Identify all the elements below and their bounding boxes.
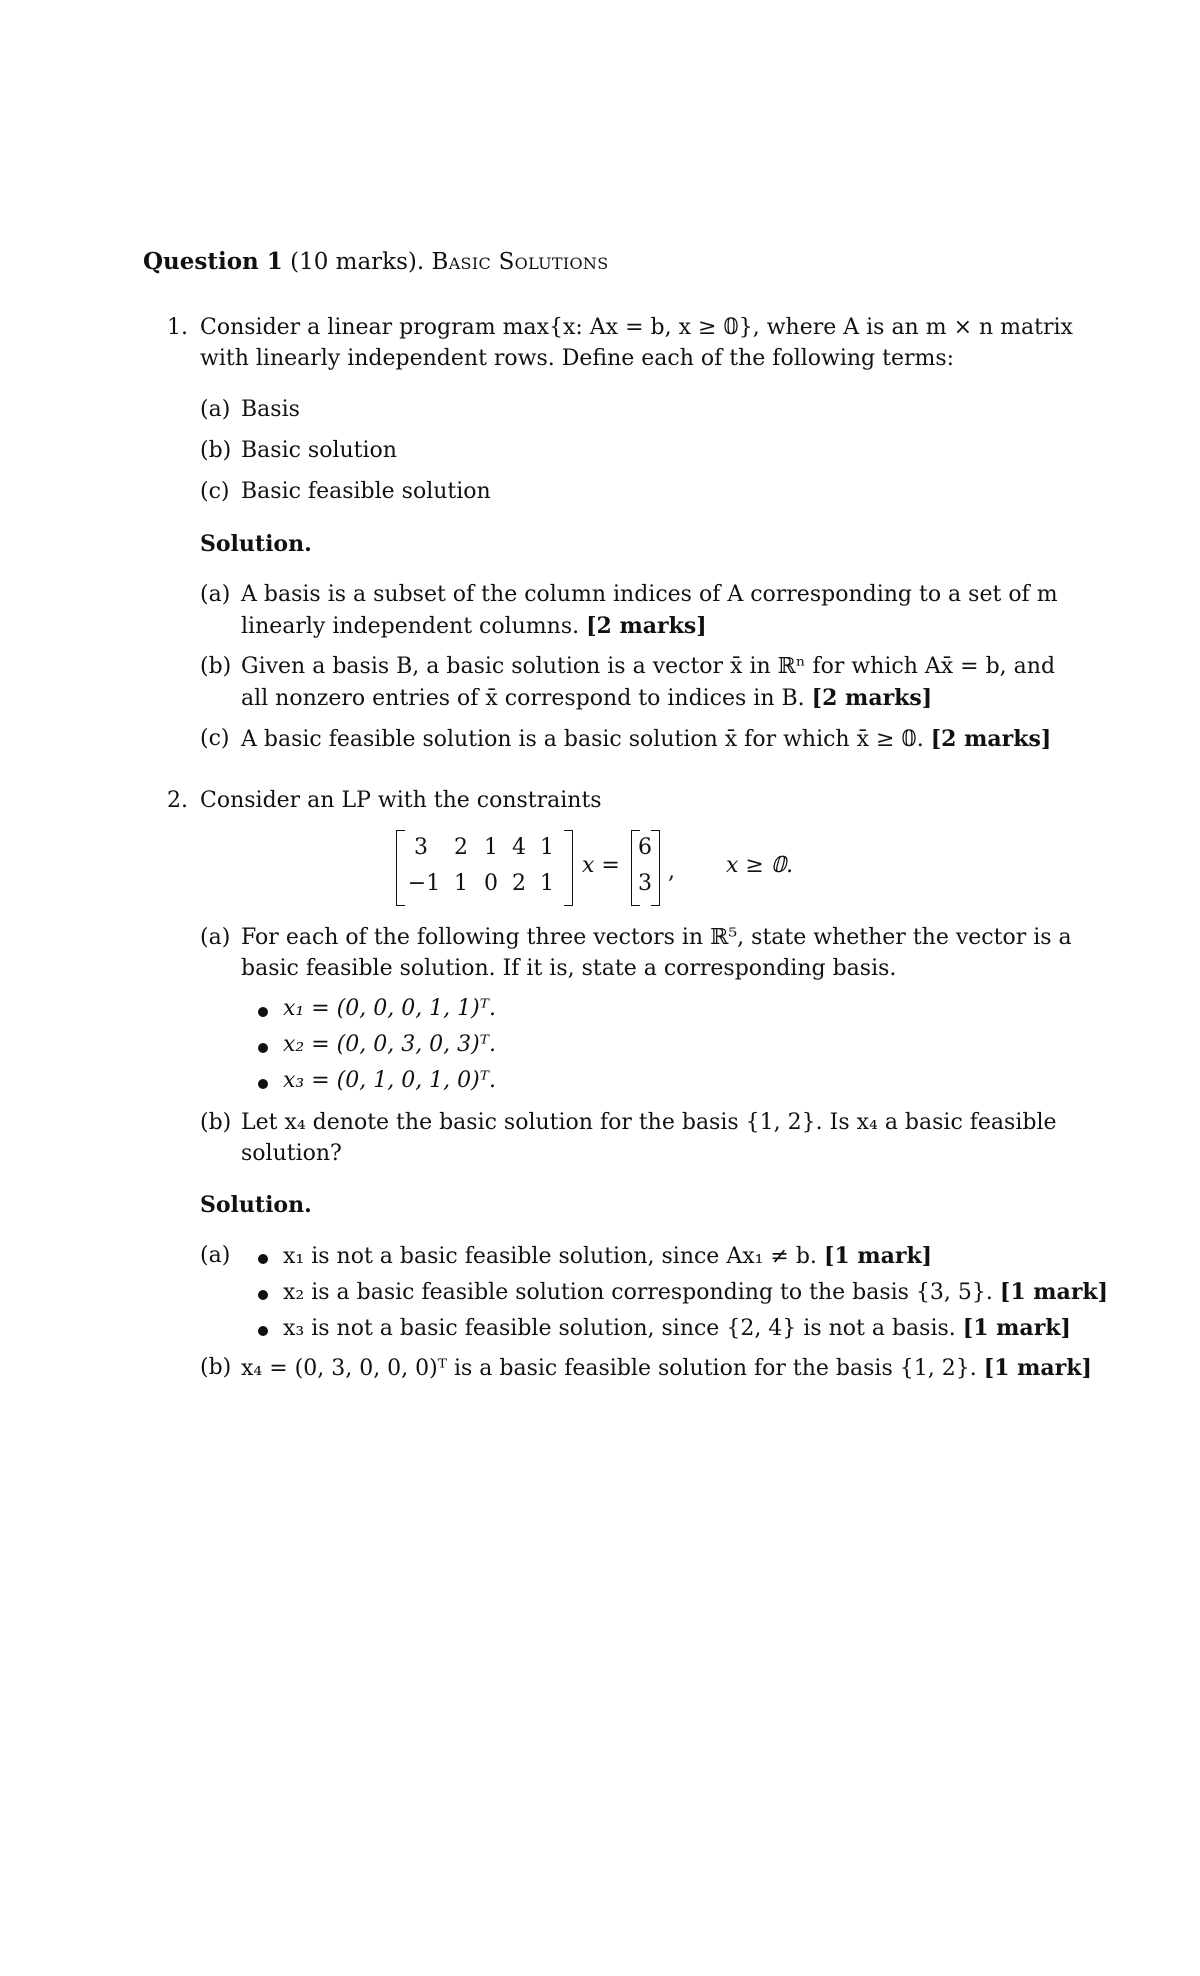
bullet-icon — [258, 1007, 268, 1017]
bullet-icon — [258, 1254, 268, 1264]
matrix-cell: 4 — [512, 835, 526, 860]
part1-item-b-text: Basic solution — [241, 438, 397, 463]
question-title: Basic Solutions — [431, 249, 609, 275]
matrix-cell: 2 — [454, 835, 468, 860]
equals-sign: x = — [582, 853, 620, 878]
part1-solution-b-marks: [2 marks] — [811, 685, 933, 711]
part2-item-b-label: (b) — [200, 1110, 232, 1135]
part1-solution-a-line1: A basis is a subset of the column indices of A corresponding to a set of m — [241, 582, 1058, 607]
part1-item-a-label: (a) — [200, 397, 231, 422]
vector-x1: x₁ = (0, 0, 0, 1, 1)ᵀ. — [283, 996, 496, 1021]
rhs-cell: 6 — [638, 835, 652, 860]
part2-solution-a-1 — [283, 1240, 932, 1273]
matrix-cell: 1 — [540, 871, 554, 896]
part1-line1: Consider a linear program max{x: Ax = b, x ≥ 𝟘}, where A is an m × n matrix — [200, 315, 1073, 340]
part1-solution-c-line1 — [241, 723, 1051, 756]
solution-a-1-text: x₁ is not a basic feasible solution, since Ax₁ ≠ b. — [283, 1244, 817, 1269]
part1-item-a-text: Basis — [241, 397, 300, 422]
matrix-right-bracket — [564, 830, 573, 906]
part1-solution-c-label: (c) — [200, 726, 230, 751]
matrix-cell: 1 — [454, 871, 468, 896]
part1-number: 1. — [167, 315, 188, 340]
solution-a-3-marks: [1 mark] — [962, 1315, 1071, 1341]
solution-a-3-text: x₃ is not a basic feasible solution, since {2, 4} is not a basis. — [283, 1316, 956, 1341]
matrix-cell: 0 — [484, 871, 498, 896]
part2-item-a-line1: For each of the following three vectors in ℝ⁵, state whether the vector is a — [241, 925, 1072, 950]
matrix-cell: −1 — [407, 871, 441, 896]
question-heading — [143, 246, 608, 278]
matrix-cell: 2 — [512, 871, 526, 896]
bullet-icon — [258, 1290, 268, 1300]
part1-line2: with linearly independent rows. Define each of the following terms: — [200, 346, 955, 371]
part2-item-a-line2: basic feasible solution. If it is, state a corresponding basis. — [241, 956, 897, 981]
solution-b-text: x₄ = (0, 3, 0, 0, 0)ᵀ is a basic feasible solution for the basis {1, 2}. — [241, 1356, 977, 1381]
part1-item-b-label: (b) — [200, 438, 232, 463]
part2-solution-a-label: (a) — [200, 1243, 231, 1268]
matrix-cell: 3 — [414, 835, 428, 860]
part1-solution-label: Solution. — [200, 531, 312, 557]
part1-solution-a-label: (a) — [200, 582, 231, 607]
bullet-icon — [258, 1079, 268, 1089]
nonnegativity: x ≥ 𝟘. — [726, 853, 794, 878]
part2-intro: Consider an LP with the constraints — [200, 788, 602, 813]
part1-item-c-text: Basic feasible solution — [241, 479, 491, 504]
solution-a-1-marks: [1 mark] — [823, 1243, 933, 1269]
part2-number: 2. — [167, 788, 188, 813]
solution-a-2-text: x₂ is a basic feasible solution corresponding to the basis {3, 5}. — [283, 1280, 993, 1305]
constraint-equation — [396, 830, 816, 906]
rhs-cell: 3 — [638, 871, 652, 896]
part1-item-c-label: (c) — [200, 479, 230, 504]
part2-item-b-line1: Let x₄ denote the basic solution for the basis {1, 2}. Is x₄ a basic feasible — [241, 1110, 1057, 1135]
solution-a-2-marks: [1 mark] — [999, 1279, 1109, 1305]
matrix-cell: 1 — [540, 835, 554, 860]
part2-solution-b — [241, 1352, 1092, 1385]
part2-solution-a-3 — [283, 1312, 1071, 1345]
part1-solution-c-text: A basic feasible solution is a basic solution x̄ for which x̄ ≥ 𝟘. — [241, 727, 924, 752]
part1-solution-a-marks: [2 marks] — [586, 613, 707, 639]
part2-solution-b-label: (b) — [200, 1355, 232, 1380]
part1-solution-b-line1: Given a basis B, a basic solution is a vector x̄ in ℝⁿ for which Ax̄ = b, and — [241, 654, 1056, 679]
question-label: Question 1 — [143, 248, 283, 275]
part2-solution-a-2 — [283, 1276, 1108, 1309]
part1-solution-b-label: (b) — [200, 654, 232, 679]
question-marks: (10 marks). — [290, 249, 425, 275]
solution-b-marks: [1 mark] — [983, 1355, 1092, 1381]
part1-solution-a-line2-text: linearly independent columns. — [241, 614, 580, 639]
vector-x3: x₃ = (0, 1, 0, 1, 0)ᵀ. — [283, 1068, 496, 1093]
part2-item-a-label: (a) — [200, 925, 231, 950]
comma: , — [668, 859, 675, 884]
bullet-icon — [258, 1043, 268, 1053]
part2-solution-label: Solution. — [200, 1192, 312, 1218]
rhs-right-bracket — [651, 830, 660, 906]
part2-item-b-line2: solution? — [241, 1141, 342, 1166]
matrix-cell: 1 — [484, 835, 498, 860]
part1-solution-b-line2-text: all nonzero entries of x̄ correspond to indices in B. — [241, 686, 805, 711]
bullet-icon — [258, 1326, 268, 1336]
part1-solution-b-line2 — [241, 682, 932, 715]
vector-x2: x₂ = (0, 0, 3, 0, 3)ᵀ. — [283, 1032, 496, 1057]
part1-solution-c-marks: [2 marks] — [930, 726, 1052, 752]
part1-solution-a-line2 — [241, 610, 707, 643]
